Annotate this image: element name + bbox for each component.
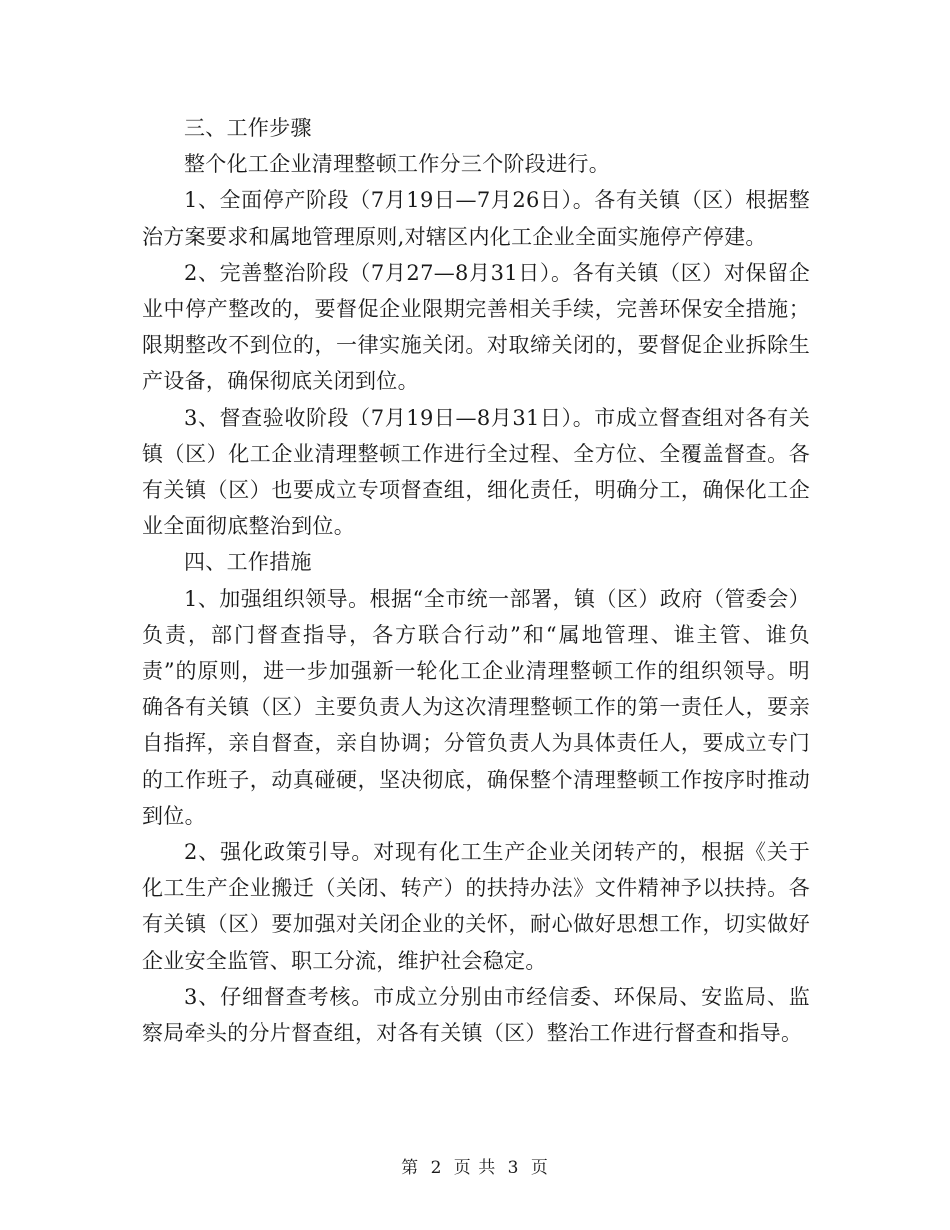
footer-suffix: 页 [530, 1158, 549, 1178]
paragraph-step-3: 3、督查验收阶段（7月19日—8月31日）。市成立督查组对各有关镇（区）化工企业清理整顿工作进行全过程、全方位、全覆盖督查。各有关镇（区）也要成立专项督查组，细化责任，明确分工，确保化工企业全面彻底整治到位。 [142, 405, 810, 539]
paragraph-step-2: 2、完善整治阶段（7月27—8月31日）。各有关镇（区）对保留企业中停产整改的，要督促企业限期完善相关手续，完善环保安全措施；限期整改不到位的，一律实施关闭。对取缔关闭的，要督促企业拆除生产设备，确保彻底关闭到位。 [142, 260, 810, 394]
footer-middle: 页 共 [453, 1158, 497, 1178]
document-body [142, 110, 810, 1051]
footer-prefix: 第 [401, 1158, 420, 1178]
current-page-number: 2 [430, 1158, 443, 1178]
section-heading-steps: 三、工作步骤 [184, 116, 312, 140]
total-page-number: 3 [507, 1158, 520, 1178]
paragraph-measure-1: 1、加强组织领导。根据“全市统一部署，镇（区）政府（管委会）负责，部门督查指导，各方联合行动”和“属地管理、谁主管、谁负责”的原则，进一步加强新一轮化工企业清理整顿工作的组织领导。明确各有关镇（区）主要负责人为这次清理整顿工作的第一责任人，要亲自指挥，亲自督查，亲自协调；分管负责人为具体责任人，要成立专门的工作班子，动真碰硬，坚决彻底，确保整个清理整顿工作按序时推动到位。 [142, 586, 810, 828]
paragraph-measure-3: 3、仔细督查考核。市成立分别由市经信委、环保局、安监局、监察局牵头的分片督查组，对各有关镇（区）整治工作进行督查和指导。 [142, 984, 810, 1046]
page-footer [0, 1153, 950, 1178]
section-heading-measures: 四、工作措施 [184, 550, 312, 575]
paragraph-measure-2: 2、强化政策引导。对现有化工生产企业关闭转产的，根据《关于化工生产企业搬迁（关闭、转产）的扶持办法》文件精神予以扶持。各有关镇（区）要加强对关闭企业的关怀，耐心做好思想工作，切实做好企业安全监管、职工分流，维护社会稳定。 [142, 840, 810, 973]
paragraph-intro: 整个化工企业清理整顿工作分三个阶段进行。 [184, 152, 610, 177]
paragraph-step-1: 1、全面停产阶段（7月19日—7月26日）。各有关镇（区）根据整治方案要求和属地管理原则,对辖区内化工企业全面实施停产停建。 [142, 188, 810, 249]
